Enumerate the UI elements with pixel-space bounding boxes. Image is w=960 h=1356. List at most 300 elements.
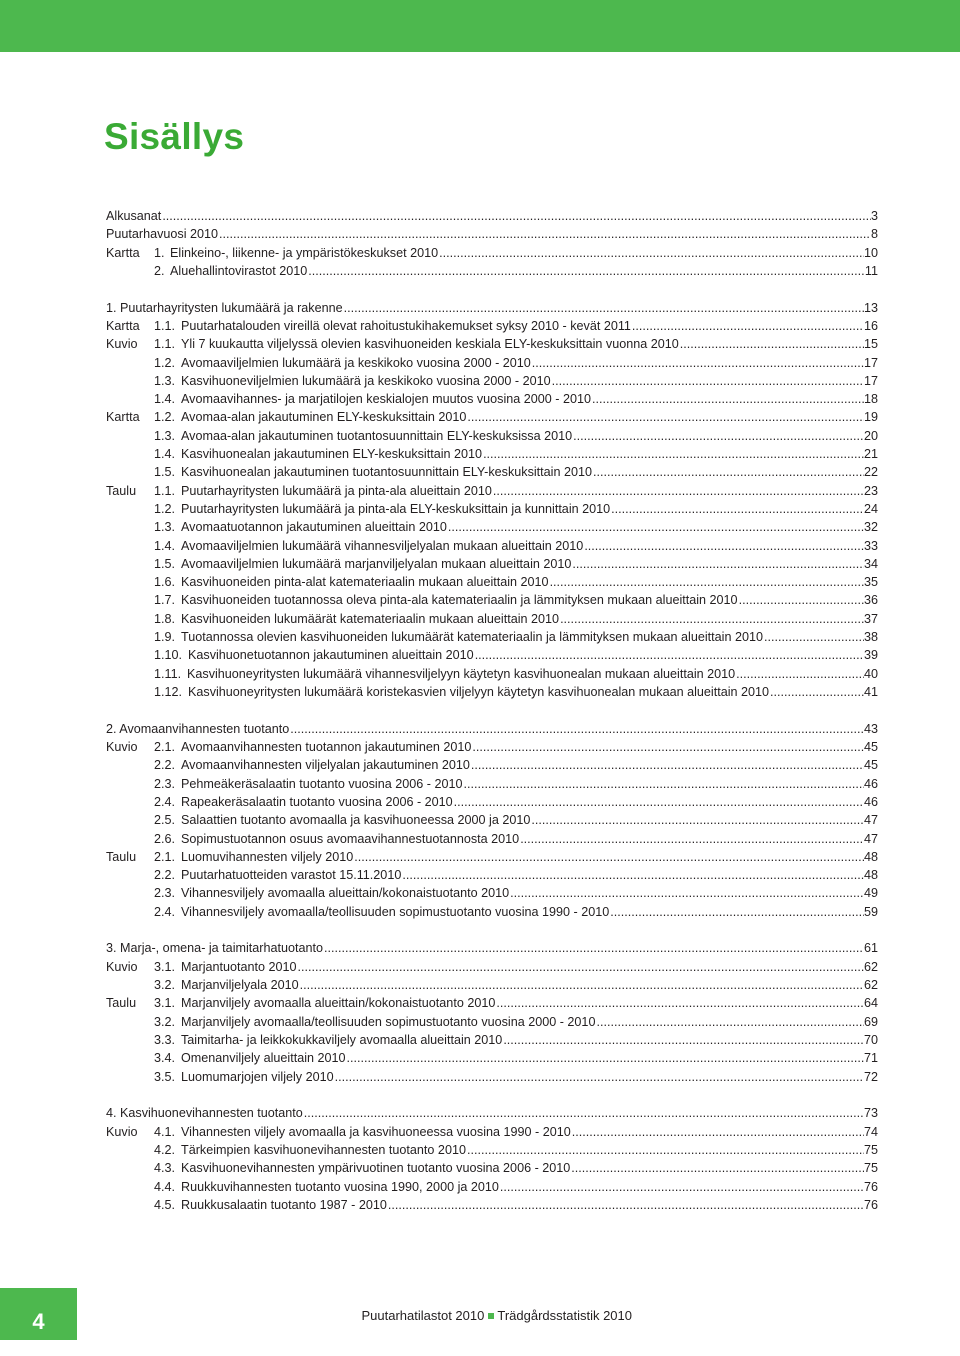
- toc-entry-line: [106, 1104, 878, 1122]
- toc-entry-title: Aluehallintovirastot 2010: [170, 263, 308, 278]
- toc-dot-leader: [303, 1104, 864, 1122]
- toc-entry[interactable]: [106, 408, 878, 426]
- toc-entry-page: 73: [863, 1106, 878, 1121]
- toc-dot-leader: [387, 1196, 864, 1214]
- toc-entry[interactable]: [106, 262, 878, 280]
- toc-entry-title: Vihannesviljely avomaalla alueittain/kokonaistuotanto 2010: [181, 886, 510, 901]
- toc-entry-title: Rapeakeräsalaatin tuotanto vuosina 2006 - 2010: [181, 794, 453, 809]
- toc-entry[interactable]: [106, 610, 878, 628]
- toc-entry-number: 1.2.: [154, 410, 176, 425]
- toc-dot-leader: [161, 207, 871, 225]
- toc-dot-leader: [495, 994, 864, 1012]
- toc-entry[interactable]: [106, 299, 878, 317]
- toc-dot-leader: [471, 738, 864, 756]
- toc-entry[interactable]: [106, 976, 878, 994]
- toc-dot-leader: [307, 262, 865, 280]
- toc-entry-line: [181, 500, 878, 518]
- toc-entry-number: 1.4.: [154, 392, 176, 407]
- table-of-contents: [106, 207, 878, 1214]
- toc-dot-leader: [572, 427, 864, 445]
- toc-entry[interactable]: [106, 903, 878, 921]
- toc-entry-page: 75: [863, 1142, 878, 1157]
- toc-entry-title: Ruukkusalaatin tuotanto 1987 - 2010: [181, 1197, 387, 1212]
- toc-entry-title: Yli 7 kuukautta viljelyssä olevien kasvihuoneiden keskiala ELY-keskuksittain vuonna 2010: [181, 337, 679, 352]
- toc-entry-title: Taimitarha- ja leikkokukkaviljely avomaalla alueittain 2010: [181, 1032, 503, 1047]
- toc-dot-leader: [343, 299, 864, 317]
- toc-entry-title: Kasvihuoneiden pinta-alat katemateriaalin mukaan alueittain 2010: [181, 575, 549, 590]
- toc-entry-page: 71: [863, 1051, 878, 1066]
- toc-entry-page: 21: [863, 447, 878, 462]
- toc-dot-leader: [591, 390, 864, 408]
- toc-entry[interactable]: [106, 811, 878, 829]
- toc-entry-kind: Kuvio: [106, 959, 138, 974]
- toc-entry[interactable]: [106, 1013, 878, 1031]
- toc-entry-line: [181, 555, 878, 573]
- toc-entry[interactable]: [106, 683, 878, 701]
- toc-entry-number: 1.11.: [154, 666, 182, 681]
- toc-entry-title: 4. Kasvihuonevihannesten tuotanto: [106, 1106, 303, 1121]
- toc-entry-page: 34: [863, 556, 878, 571]
- toc-entry[interactable]: [106, 573, 878, 591]
- toc-entry-page: 20: [863, 428, 878, 443]
- toc-entry-number: 2.1.: [154, 849, 176, 864]
- toc-entry-number: 3.4.: [154, 1051, 176, 1066]
- toc-entry-line: [106, 720, 878, 738]
- toc-entry-line: [170, 244, 878, 262]
- toc-entry[interactable]: [106, 317, 878, 335]
- toc-entry[interactable]: [106, 372, 878, 390]
- toc-dot-leader: [531, 354, 864, 372]
- toc-dot-leader: [519, 830, 864, 848]
- toc-entry-title: Avomaaviljelmien lukumäärä marjanviljelyalan mukaan alueittain 2010: [181, 556, 572, 571]
- toc-entry-line: [181, 903, 878, 921]
- toc-entry-line: [181, 482, 878, 500]
- toc-entry-page: 10: [863, 245, 878, 260]
- toc-entry-line: [181, 1178, 878, 1196]
- toc-entry[interactable]: [106, 939, 878, 957]
- footer-publication: [0, 1308, 632, 1323]
- toc-entry-page: 74: [863, 1124, 878, 1139]
- toc-entry[interactable]: [106, 738, 878, 756]
- toc-entry-number: 4.2.: [154, 1142, 176, 1157]
- toc-dot-leader: [492, 482, 864, 500]
- toc-entry-number: 2.3.: [154, 776, 176, 791]
- toc-dot-leader: [551, 372, 864, 390]
- toc-entry-title: Avomaavihannes- ja marjatilojen keskialojen muutos vuosina 2000 - 2010: [181, 392, 592, 407]
- toc-entry-line: [181, 1196, 878, 1214]
- toc-section-gap: [106, 280, 878, 299]
- toc-entry[interactable]: [106, 390, 878, 408]
- toc-entry-line: [181, 427, 878, 445]
- toc-entry-line: [181, 848, 878, 866]
- toc-entry[interactable]: [106, 518, 878, 536]
- toc-entry-number: 3.2.: [154, 1014, 176, 1029]
- toc-entry-line: [181, 994, 878, 1012]
- toc-entry-page: 43: [863, 721, 878, 736]
- toc-entry-page: 59: [863, 904, 878, 919]
- toc-dot-leader: [769, 683, 864, 701]
- toc-entry-page: 32: [863, 520, 878, 535]
- toc-entry[interactable]: [106, 207, 878, 225]
- toc-entry[interactable]: [106, 866, 878, 884]
- toc-entry-number: 3.2.: [154, 978, 176, 993]
- toc-entry-title: 2. Avomaanvihannesten tuotanto: [106, 721, 290, 736]
- toc-entry-title: Kasvihuoneyritysten lukumäärä koristekasvien viljelyyn käytetyn kasvihuonealan mukaan alueittain 2010: [188, 684, 770, 699]
- toc-entry[interactable]: [106, 427, 878, 445]
- toc-entry[interactable]: [106, 830, 878, 848]
- toc-entry-line: [181, 1159, 878, 1177]
- toc-entry-number: 3.5.: [154, 1069, 176, 1084]
- toc-entry-number: 1.7.: [154, 593, 176, 608]
- toc-entry-title: Avomaanvihannesten tuotannon jakautuminen 2010: [181, 740, 472, 755]
- toc-entry-title: 3. Marja-, omena- ja taimitarhatuotanto: [106, 941, 323, 956]
- toc-entry-page: 62: [863, 978, 878, 993]
- toc-dot-leader: [570, 1159, 864, 1177]
- toc-entry-line: [181, 1049, 878, 1067]
- toc-entry[interactable]: [106, 1196, 878, 1214]
- toc-entry-page: 16: [863, 318, 878, 333]
- toc-entry-page: 24: [863, 501, 878, 516]
- toc-entry-title: Puutarhayritysten lukumäärä ja pinta-ala ELY-keskuksittain ja kunnittain 2010: [181, 501, 611, 516]
- toc-entry-page: 41: [863, 684, 878, 699]
- toc-entry-number: 3.3.: [154, 1032, 176, 1047]
- toc-dot-leader: [499, 1178, 864, 1196]
- toc-entry-line: [187, 665, 878, 683]
- toc-entry-title: Puutarhavuosi 2010: [106, 227, 219, 242]
- toc-entry-number: 4.1.: [154, 1124, 176, 1139]
- toc-entry[interactable]: [106, 958, 878, 976]
- toc-entry-number: 1.4.: [154, 538, 176, 553]
- toc-entry-title: Avomaaviljelmien lukumäärä ja keskikoko vuosina 2000 - 2010: [181, 355, 531, 370]
- toc-entry-line: [181, 1141, 878, 1159]
- toc-entry-number: 2.1.: [154, 740, 176, 755]
- toc-entry-page: 22: [863, 465, 878, 480]
- toc-entry-page: 15: [863, 337, 878, 352]
- toc-entry-kind: Kartta: [106, 245, 140, 260]
- toc-entry-line: [181, 1013, 878, 1031]
- toc-entry-number: 3.1.: [154, 996, 176, 1011]
- toc-entry[interactable]: [106, 628, 878, 646]
- toc-entry-line: [181, 610, 878, 628]
- toc-dot-leader: [530, 811, 864, 829]
- toc-entry[interactable]: [106, 665, 878, 683]
- toc-entry[interactable]: [106, 591, 878, 609]
- toc-dot-leader: [631, 317, 864, 335]
- toc-entry-page: 61: [863, 941, 878, 956]
- toc-entry-title: Tärkeimpien kasvihuonevihannesten tuotanto 2010: [181, 1142, 466, 1157]
- toc-entry-line: [188, 683, 878, 701]
- toc-entry-line: [181, 1068, 878, 1086]
- toc-entry-page: 69: [863, 1014, 878, 1029]
- toc-entry[interactable]: [106, 537, 878, 555]
- toc-entry-number: 1.2.: [154, 355, 176, 370]
- toc-entry-kind: Taulu: [106, 483, 137, 498]
- toc-dot-leader: [353, 848, 864, 866]
- toc-entry-page: 13: [863, 300, 878, 315]
- toc-entry-page: 37: [863, 611, 878, 626]
- toc-dot-leader: [592, 463, 864, 481]
- toc-entry-title: Avomaa-alan jakautuminen ELY-keskuksittain 2010: [181, 410, 467, 425]
- toc-dot-leader: [474, 646, 864, 664]
- toc-entry-number: 1.4.: [154, 447, 176, 462]
- toc-entry-number: 1.: [154, 245, 165, 260]
- toc-entry-line: [181, 976, 878, 994]
- toc-dot-leader: [583, 537, 864, 555]
- toc-dot-leader: [297, 958, 864, 976]
- toc-entry[interactable]: [106, 848, 878, 866]
- toc-entry-title: Avomaanvihannesten viljelyalan jakautuminen 2010: [181, 758, 470, 773]
- header-band: [0, 0, 960, 52]
- toc-entry-page: 64: [863, 996, 878, 1011]
- toc-entry-number: 1.3.: [154, 520, 176, 535]
- toc-entry-line: [181, 518, 878, 536]
- toc-entry-line: [181, 958, 878, 976]
- toc-entry[interactable]: [106, 354, 878, 372]
- toc-entry[interactable]: [106, 1068, 878, 1086]
- toc-entry[interactable]: [106, 1031, 878, 1049]
- toc-entry-number: 1.10.: [154, 648, 183, 663]
- toc-entry-page: 23: [863, 483, 878, 498]
- toc-entry-number: 2.2.: [154, 758, 176, 773]
- toc-entry[interactable]: [106, 646, 878, 664]
- toc-entry-title: Kasvihuonevihannesten ympärivuotinen tuotanto vuosina 2006 - 2010: [181, 1161, 571, 1176]
- toc-entry-title: Luomuvihannesten viljely 2010: [181, 849, 354, 864]
- toc-entry[interactable]: [106, 1141, 878, 1159]
- toc-entry-page: 47: [863, 831, 878, 846]
- toc-entry-number: 2.4.: [154, 904, 176, 919]
- toc-entry-title: Ruukkuvihannesten tuotanto vuosina 1990, 2000 ja 2010: [181, 1179, 499, 1194]
- page-title: Sisällys: [104, 116, 245, 157]
- toc-entry-title: Avomaatuotannon jakautuminen alueittain 2010: [181, 520, 447, 535]
- toc-entry-title: Puutarhatuotteiden varastot 15.11.2010: [181, 868, 402, 883]
- toc-dot-leader: [735, 665, 864, 683]
- toc-entry-number: 1.3.: [154, 373, 176, 388]
- toc-dot-leader: [218, 225, 871, 243]
- toc-entry-kind: Taulu: [106, 996, 137, 1011]
- toc-entry[interactable]: [106, 1049, 878, 1067]
- toc-entry-title: Avomaaviljelmien lukumäärä vihannesviljelyalan mukaan alueittain 2010: [181, 538, 584, 553]
- toc-entry-page: 76: [863, 1197, 878, 1212]
- toc-entry-number: 2.4.: [154, 794, 176, 809]
- toc-entry[interactable]: [106, 482, 878, 500]
- toc-entry-page: 33: [863, 538, 878, 553]
- toc-entry-title: Marjanviljely avomaalla alueittain/kokonaistuotanto 2010: [181, 996, 496, 1011]
- toc-entry-line: [181, 335, 878, 353]
- toc-entry-number: 1.8.: [154, 611, 176, 626]
- toc-entry[interactable]: [106, 793, 878, 811]
- toc-entry-line: [181, 793, 878, 811]
- toc-entry-page: 70: [863, 1032, 878, 1047]
- toc-entry-page: 38: [863, 630, 878, 645]
- toc-entry-page: 3: [870, 209, 878, 223]
- toc-entry-page: 48: [863, 868, 878, 883]
- toc-entry-line: [181, 775, 878, 793]
- toc-entry[interactable]: [106, 244, 878, 262]
- toc-entry[interactable]: [106, 555, 878, 573]
- toc-entry-page: 75: [863, 1161, 878, 1176]
- toc-entry-page: 19: [863, 410, 878, 425]
- toc-dot-leader: [401, 866, 864, 884]
- toc-dot-leader: [438, 244, 864, 262]
- toc-dot-leader: [738, 591, 864, 609]
- toc-dot-leader: [509, 884, 864, 902]
- toc-entry[interactable]: [106, 445, 878, 463]
- toc-entry-title: Marjanviljelyala 2010: [181, 978, 299, 993]
- toc-entry-line: [181, 463, 878, 481]
- toc-entry-page: 46: [863, 794, 878, 809]
- toc-dot-leader: [571, 1123, 864, 1141]
- toc-entry-title: 1. Puutarhayritysten lukumäärä ja rakenne: [106, 300, 343, 315]
- toc-entry-page: 36: [863, 593, 878, 608]
- page-number: 4: [32, 1309, 45, 1334]
- toc-entry-line: [106, 225, 878, 243]
- toc-entry-title: Vihannesten viljely avomaalla ja kasvihuoneessa vuosina 1990 - 2010: [181, 1124, 571, 1139]
- toc-entry-page: 48: [863, 849, 878, 864]
- toc-entry-number: 1.1.: [154, 337, 176, 352]
- toc-entry-line: [181, 317, 878, 335]
- toc-entry-line: [170, 262, 878, 280]
- publication-title-fi: Puutarhatilastot 2010: [361, 1308, 485, 1323]
- toc-entry-line: [181, 573, 878, 591]
- toc-entry-title: Salaattien tuotanto avomaalla ja kasvihuoneessa 2000 ja 2010: [181, 813, 531, 828]
- toc-entry-line: [181, 1123, 878, 1141]
- toc-entry-title: Kasvihuonealan jakautuminen tuotantosuunnittain ELY-keskuksittain 2010: [181, 465, 592, 480]
- toc-entry-page: 47: [863, 813, 878, 828]
- toc-entry[interactable]: [106, 994, 878, 1012]
- toc-entry[interactable]: [106, 756, 878, 774]
- toc-dot-leader: [595, 1013, 864, 1031]
- toc-dot-leader: [346, 1049, 864, 1067]
- publication-title-sv: Trädgårdsstatistik 2010: [497, 1308, 632, 1323]
- toc-entry-title: Kasvihuoneyritysten lukumäärä vihannesviljelyyn käytetyn kasvihuonealan mukaan alueittain 2010: [187, 666, 736, 681]
- toc-section-gap: [106, 921, 878, 940]
- toc-entry-page: 40: [863, 666, 878, 681]
- toc-dot-leader: [679, 335, 864, 353]
- toc-entry-line: [181, 354, 878, 372]
- toc-entry-page: 72: [863, 1069, 878, 1084]
- toc-entry-title: Alkusanat: [106, 209, 162, 223]
- toc-entry-page: 45: [863, 758, 878, 773]
- toc-entry[interactable]: [106, 335, 878, 353]
- toc-entry-line: [181, 884, 878, 902]
- toc-entry[interactable]: [106, 884, 878, 902]
- toc-entry-title: Puutarhayritysten lukumäärä ja pinta-ala alueittain 2010: [181, 483, 492, 498]
- toc-entry-number: 2.6.: [154, 831, 176, 846]
- toc-entry-page: 35: [863, 575, 878, 590]
- toc-dot-leader: [470, 756, 864, 774]
- toc-entry-kind: Kuvio: [106, 740, 138, 755]
- toc-entry[interactable]: [106, 720, 878, 738]
- toc-dot-leader: [482, 445, 864, 463]
- toc-dot-leader: [453, 793, 864, 811]
- toc-entry-line: [181, 738, 878, 756]
- toc-section-gap: [106, 701, 878, 720]
- toc-entry-kind: Kuvio: [106, 337, 138, 352]
- toc-entry-number: 1.9.: [154, 630, 176, 645]
- toc-entry-line: [181, 830, 878, 848]
- toc-entry-title: Omenanviljely alueittain 2010: [181, 1051, 346, 1066]
- toc-entry-number: 4.5.: [154, 1197, 176, 1212]
- toc-entry-kind: Taulu: [106, 849, 137, 864]
- toc-entry-page: 46: [863, 776, 878, 791]
- toc-entry-line: [181, 390, 878, 408]
- toc-dot-leader: [323, 939, 864, 957]
- toc-entry[interactable]: [106, 775, 878, 793]
- toc-entry[interactable]: [106, 1159, 878, 1177]
- toc-entry-number: 1.1.: [154, 483, 176, 498]
- toc-entry-line: [181, 1031, 878, 1049]
- toc-entry-number: 2.: [154, 263, 165, 278]
- toc-entry-number: 1.6.: [154, 575, 176, 590]
- toc-entry-page: 45: [863, 740, 878, 755]
- toc-entry[interactable]: [106, 225, 878, 243]
- toc-dot-leader: [610, 500, 864, 518]
- toc-entry-number: 2.2.: [154, 868, 176, 883]
- toc-entry-line: [181, 866, 878, 884]
- toc-entry-line: [181, 628, 878, 646]
- toc-dot-leader: [609, 903, 864, 921]
- toc-entry-line: [181, 756, 878, 774]
- toc-entry[interactable]: [106, 463, 878, 481]
- toc-dot-leader: [466, 408, 864, 426]
- toc-entry-number: 3.1.: [154, 959, 176, 974]
- toc-entry-line: [181, 408, 878, 426]
- toc-entry-line: [181, 445, 878, 463]
- toc-dot-leader: [502, 1031, 864, 1049]
- toc-entry-title: Puutarhatalouden vireillä olevat rahoitustukihakemukset syksy 2010 - kevät 2011: [181, 318, 631, 333]
- toc-dot-leader: [334, 1068, 864, 1086]
- toc-entry-page: 11: [864, 263, 878, 278]
- toc-dot-leader: [559, 610, 864, 628]
- toc-dot-leader: [447, 518, 864, 536]
- toc-entry-title: Kasvihuoneiden lukumäärät katemateriaalin mukaan alueittain 2010: [181, 611, 560, 626]
- toc-entry-title: Kasvihuoneiden tuotannossa oleva pinta-ala katemateriaalin ja lämmityksen mukaan alueittain 2010: [181, 593, 738, 608]
- toc-entry-kind: Kartta: [106, 410, 140, 425]
- toc-entry-page: 62: [863, 959, 878, 974]
- toc-dot-leader: [299, 976, 864, 994]
- toc-entry-line: [106, 299, 878, 317]
- toc-entry-number: 1.12.: [154, 684, 183, 699]
- toc-entry-number: 1.2.: [154, 501, 176, 516]
- toc-entry-number: 1.5.: [154, 465, 176, 480]
- toc-entry-title: Elinkeino-, liikenne- ja ympäristökeskukset 2010: [170, 245, 439, 260]
- toc-entry-number: 4.4.: [154, 1179, 176, 1194]
- toc-entry[interactable]: [106, 1178, 878, 1196]
- toc-entry[interactable]: [106, 1123, 878, 1141]
- toc-dot-leader: [466, 1141, 864, 1159]
- toc-entry-number: 1.1.: [154, 318, 176, 333]
- toc-entry-kind: Kuvio: [106, 1124, 138, 1139]
- toc-entry-number: 2.3.: [154, 886, 176, 901]
- toc-entry-line: [106, 939, 878, 957]
- toc-dot-leader: [571, 555, 864, 573]
- toc-entry-page: 17: [863, 355, 878, 370]
- toc-entry-page: 8: [870, 227, 878, 242]
- toc-entry-title: Kasvihuoneviljelmien lukumäärä ja keskikoko vuosina 2000 - 2010: [181, 373, 551, 388]
- toc-entry[interactable]: [106, 1104, 878, 1122]
- toc-entry-title: Luomumarjojen viljely 2010: [181, 1069, 334, 1084]
- toc-entry-title: Tuotannossa olevien kasvihuoneiden lukumäärät katemateriaalin ja lämmityksen mukaan alueittain 2010: [181, 630, 763, 645]
- toc-entry-title: Kasvihuonealan jakautuminen ELY-keskuksittain 2010: [181, 447, 483, 462]
- toc-entry-title: Marjanviljely avomaalla/teollisuuden sopimustuotanto vuosina 2000 - 2010: [181, 1014, 596, 1029]
- toc-entry[interactable]: [106, 500, 878, 518]
- toc-entry-page: 76: [863, 1179, 878, 1194]
- toc-dot-leader: [289, 720, 864, 738]
- toc-section-gap: [106, 1086, 878, 1105]
- toc-entry-page: 17: [863, 373, 878, 388]
- toc-entry-title: Pehmeäkeräsalaatin tuotanto vuosina 2006 - 2010: [181, 776, 463, 791]
- toc-entry-title: Vihannesviljely avomaalla/teollisuuden sopimustuotanto vuosina 1990 - 2010: [181, 904, 610, 919]
